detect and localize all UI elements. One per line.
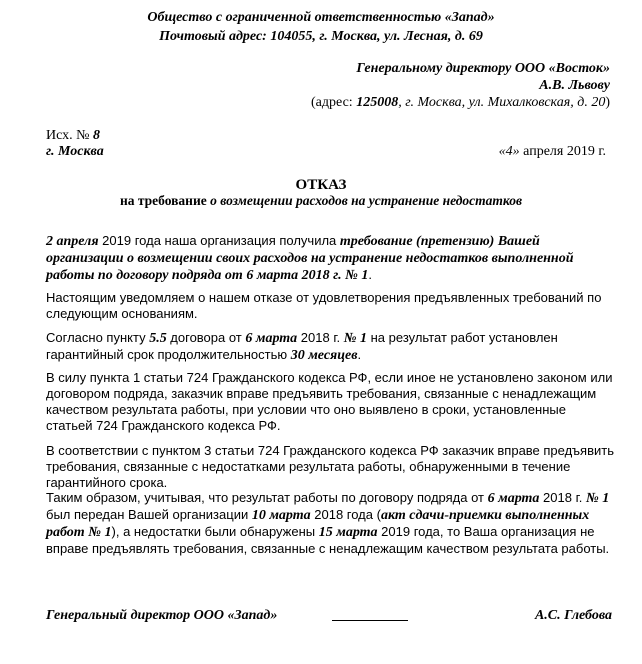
sender-company-name: Общество с ограниченной ответственностью «Запад»: [147, 10, 495, 25]
p1-claim: требование (претензию) Вашей организации о возмещении своих расходов на устранение недостатков выполненной работы по договору подряда от 6 марта 2018 г. № 1: [46, 234, 574, 283]
signatory-name: А.С. Глебова: [534, 608, 612, 623]
p6-contract-date: 6 марта: [487, 491, 540, 506]
signatory-position: Генеральный директор ООО «Запад»: [46, 608, 278, 623]
p3-number: № 1: [343, 331, 368, 346]
document-date-day: «4»: [498, 144, 520, 159]
p1-text: 2019 года наша организация получила: [98, 233, 340, 248]
addressee-address: [311, 94, 610, 111]
document-subtitle: [0, 192, 642, 209]
document-date: [499, 143, 606, 160]
p3-clause: 5.5: [149, 331, 167, 346]
subtitle-italic: о возмещении расходов на устранение недостатков: [210, 193, 523, 208]
p6-text-i: ), а недостатки были обнаружены: [111, 524, 319, 539]
p6-text-g: 2018 года (: [310, 507, 381, 522]
p3-date: 6 марта: [245, 331, 298, 346]
addressee-position: Генеральному директору ООО «Восток»: [356, 61, 610, 76]
paragraph-refusal-notice: Настоящим уведомляем о нашем отказе от удовлетворения предъявленных требований по следующим основаниям.: [46, 290, 602, 321]
paragraph-claim-received: [46, 233, 616, 284]
sender-postal-address: Почтовый адрес: 104055, г. Москва, ул. Лесная, д. 69: [159, 29, 483, 44]
paragraph-article-724-3: В соответствии с пунктом 3 статьи 724 Гражданского кодекса РФ заказчик вправе предъявить требования, связанные с недостатками результата работы, обнаруженными в течение гарантийного срока.: [46, 443, 614, 490]
p6-text-c: 2018 г.: [539, 490, 586, 505]
outgoing-number-label: Исх. №: [46, 128, 93, 143]
addressee-address-suffix: ): [605, 95, 610, 110]
p3-end: .: [357, 347, 362, 362]
outgoing-number: [46, 127, 100, 144]
p6-act: акт сдачи-приемки выполненных работ № 1: [46, 508, 590, 540]
p3-months: 30 месяцев: [290, 348, 358, 363]
addressee-address-rest: , г. Москва, ул. Михалковская, д. 20: [398, 95, 606, 110]
outgoing-number-value: 8: [93, 128, 100, 143]
p6-text-k: 2019 года, то Ваша организация не вправе предъявлять требования, связанные с ненадлежащим качеством результата работы.: [46, 524, 610, 556]
p6-text-e: был передан Вашей организации: [46, 507, 252, 522]
addressee-name: А.В. Львову: [539, 78, 610, 93]
paragraph-warranty-term: [46, 330, 616, 364]
p3-text-e: 2018 г.: [297, 330, 344, 345]
p6-contract-number: № 1: [585, 491, 610, 506]
p3-text-a: Согласно пункту: [46, 330, 150, 345]
signature-line: [332, 620, 408, 621]
subtitle-prefix: на требование: [119, 193, 211, 208]
document-date-rest: апреля 2019 г.: [519, 144, 606, 159]
p6-defect-date: 15 марта: [318, 525, 378, 540]
paragraph-article-724-1: В силу пункта 1 статьи 724 Гражданского кодекса РФ, если иное не установлено законом или договором подряда, заказчик вправе предъявить требования, связанные с ненадлежащим качеством результата работы, при условии что оно выявлено в сроки, установленные статьей 724 Гражданского кодекса РФ.: [46, 370, 613, 433]
p1-end: .: [368, 267, 373, 282]
addressee-address-index: 125008: [356, 95, 399, 110]
p1-date: 2 апреля: [46, 234, 99, 249]
document-title: ОТКАЗ: [295, 177, 347, 193]
p6-transfer-date: 10 марта: [251, 508, 311, 523]
document-city: г. Москва: [46, 144, 104, 159]
addressee-address-prefix: (адрес:: [311, 95, 357, 110]
p3-text-c: договора от: [166, 330, 246, 345]
paragraph-conclusion: [46, 490, 616, 557]
p6-text-a: Таким образом, учитывая, что результат работы по договору подряда от: [46, 490, 488, 505]
p3-text-g: на результат работ установлен гарантийный срок продолжительностью: [46, 330, 558, 362]
